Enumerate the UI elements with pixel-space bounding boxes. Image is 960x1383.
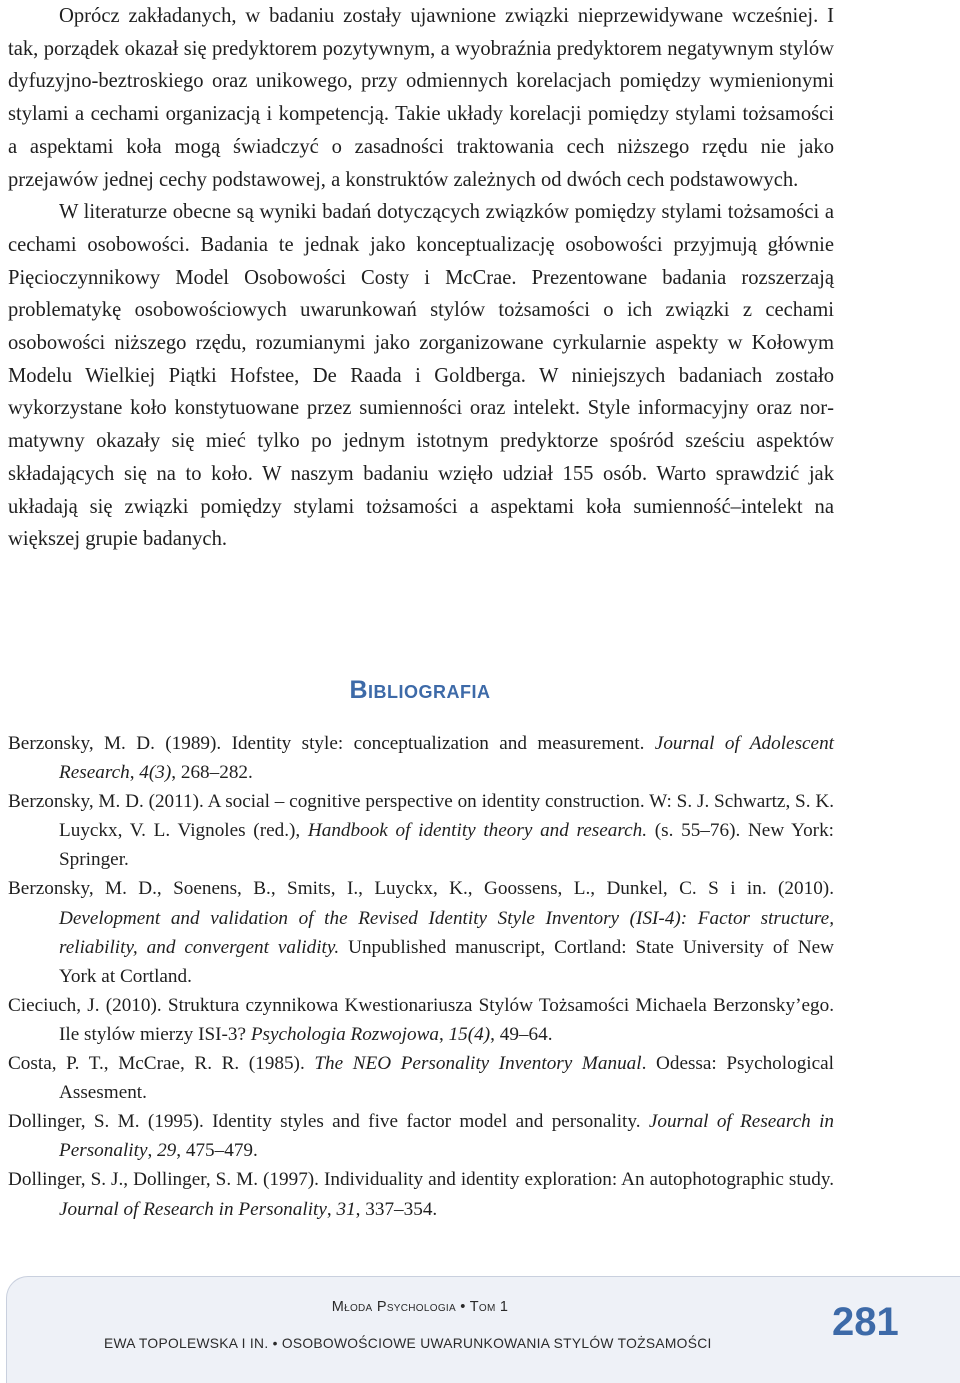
reference-item: Berzonsky, M. D., Soenens, B., Smits, I., Luyckx, K., Goossens, L., Dunkel, C. S i in. (2010). Development and validation of the Revised Identity Style Inventory (ISI-4): Factor structure, reliability, and convergent validity. Unpublished manuscript, Cortland: State University of New York at Cortland. [8,878,834,987]
journal-name: Młoda Psychologia • Tom 1 [331,1299,509,1315]
bibliography-list [8,729,834,1224]
reference-item: Dollinger, S. M. (1995). Identity styles and five factor model and personality. Journal of Research in Personality, 29, 475–479. [8,1111,835,1162]
paragraph: Oprócz zakładanych, w badaniu zostały ujawnione związki nieprzewidywane wcześniej. I tak, porządek okazał się predyktorem pozytywnym, a wyobraźnia predyktorem negatywnym stylów dyfuzyjno-beztroskiego oraz unikowego, przy odmiennych korelacjach pomiędzy wymienionymi stylami a cechami organizacją i kompetencją. Takie układy korelacji pomiędzy stylami tożsamości a aspektami koła mogą świadczyć o zasadności traktowania cech niższego rzędu nie jako przejawów jednej cechy podstawowej, a konstruktów zależnych od dwóch cech podstawowych. [8,5,834,191]
reference-item: Berzonsky, M. D. (2011). A social – cognitive perspective on identity construction. W: S. J. Schwartz, S. K. Luyckx, V. L. Vignoles (red.), Handbook of identity theory and research. (s. 55–76). New York: Springer. [8,791,834,871]
paragraph: W literaturze obecne są wyniki badań dotyczących związków pomiędzy stylami tożsamości a cechami osobowości. Badania te jednak jako konceptualizację osobowości przyjmują głównie Pięcioczynnikowy Model Osobowości Costy i McCrae. Prezentowane badania rozszerzają problematykę osobowościowych uwarunkowań stylów tożsamości o ich związki z cechami osobowości niższego rzędu, rozumianymi jako zorganizowane cyrkularnie aspekty w Kołowym Modelu Wielkiej Piątki Hofstee, De Raada i Goldberga. W niniejszych badaniach zostało wykorzystane koło konstytuowane przez sumienności oraz intelekt. Style informacyjny oraz normatywny okazały się mieć tylko po jednym istotnym predyktorze spośród sześciu aspektów składających się na to koło. W naszym badaniu wzięło udział 155 osób. Warto sprawdzić jak układają się związki pomiędzy stylami tożsamości a aspektami koła sumienność–intelekt na większej grupie badanych. [8,201,834,551]
footer-panel [6,1276,960,1383]
running-header-authors: EWA TOPOLEWSKA I IN. • OSOBOWOŚCIOWE UWARUNKOWANIA STYLÓW TOŻSAMOŚCI [104,1336,712,1351]
page-number: 281 [832,1300,899,1344]
body-text [8,0,834,556]
reference-item: Berzonsky, M. D. (1989). Identity style: conceptualization and measurement. Journal of Adolescent Research, 4(3), 268–282. [8,733,834,784]
reference-item: Costa, P. T., McCrae, R. R. (1985). The NEO Personality Inventory Manual. Odessa: Psychological Assesment. [8,1053,834,1104]
bibliography-heading: Bibliografia [349,676,491,704]
reference-item: Cieciuch, J. (2010). Struktura czynnikowa Kwestionariusza Stylów Tożsamości Michaela Berzonsky’ego. Ile stylów mierzy ISI-3? Psychologia Rozwojowa, 15(4), 49–64. [8,994,834,1045]
reference-item: Dollinger, S. J., Dollinger, S. M. (1997). Individuality and identity exploration: An autophotographic study. Journal of Research in Personality, 31, 337–354. [8,1169,834,1220]
